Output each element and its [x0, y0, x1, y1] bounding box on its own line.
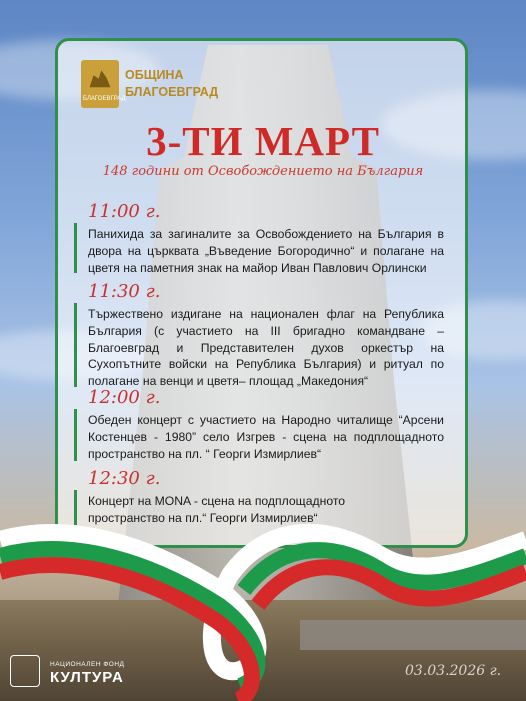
- event-time: 11:30 г.: [88, 281, 161, 302]
- culture-fund-subtitle: НАЦИОНАЛЕН ФОНД: [50, 661, 125, 668]
- logo-text: БЛАГОЕВГРАД: [83, 96, 126, 102]
- event-time: 12:00 г.: [88, 387, 161, 408]
- event-time: 12:30 г.: [88, 468, 161, 489]
- footer-date: 03.03.2026 г.: [405, 663, 502, 679]
- event-description: Обеден концерт с участието на Народно читалище “Арсени Костенцев - 1980” село Изгрев - сцена на подплощадното пространство на пл. “ Георги Измирлиев“: [88, 413, 444, 461]
- page-title: 3-ТИ МАРТ: [146, 118, 380, 164]
- event-description: Тържествено издигане на национален флаг на Република България (с участието на III бригадно командване – Благоевград и Представителен духов оркестър на Сухопътните войски на Република България) и ритуал по полагане на венци и цветя– площад „Македония“: [88, 307, 444, 389]
- organization-line1: ОБЩИНА: [125, 68, 184, 82]
- culture-fund-logo-icon: [10, 655, 40, 687]
- event-description: Концерт на MONA - сцена на подплощадното пространство на пл.“ Георги Измирлиев“: [88, 494, 346, 525]
- event-time: 11:00 г.: [88, 201, 161, 222]
- page-subtitle: 148 години от Освобождението на България: [102, 164, 424, 179]
- event-description: Панихида за загиналите за Освобождението на България в двора на църквата „Въведение Богородично“ и полагане на цветя на паметния знак на майор Иван Павлович Орлински: [88, 227, 444, 275]
- organization-line2: БЛАГОЕВГРАД: [125, 85, 219, 99]
- culture-fund-name: КУЛТУРА: [50, 669, 124, 686]
